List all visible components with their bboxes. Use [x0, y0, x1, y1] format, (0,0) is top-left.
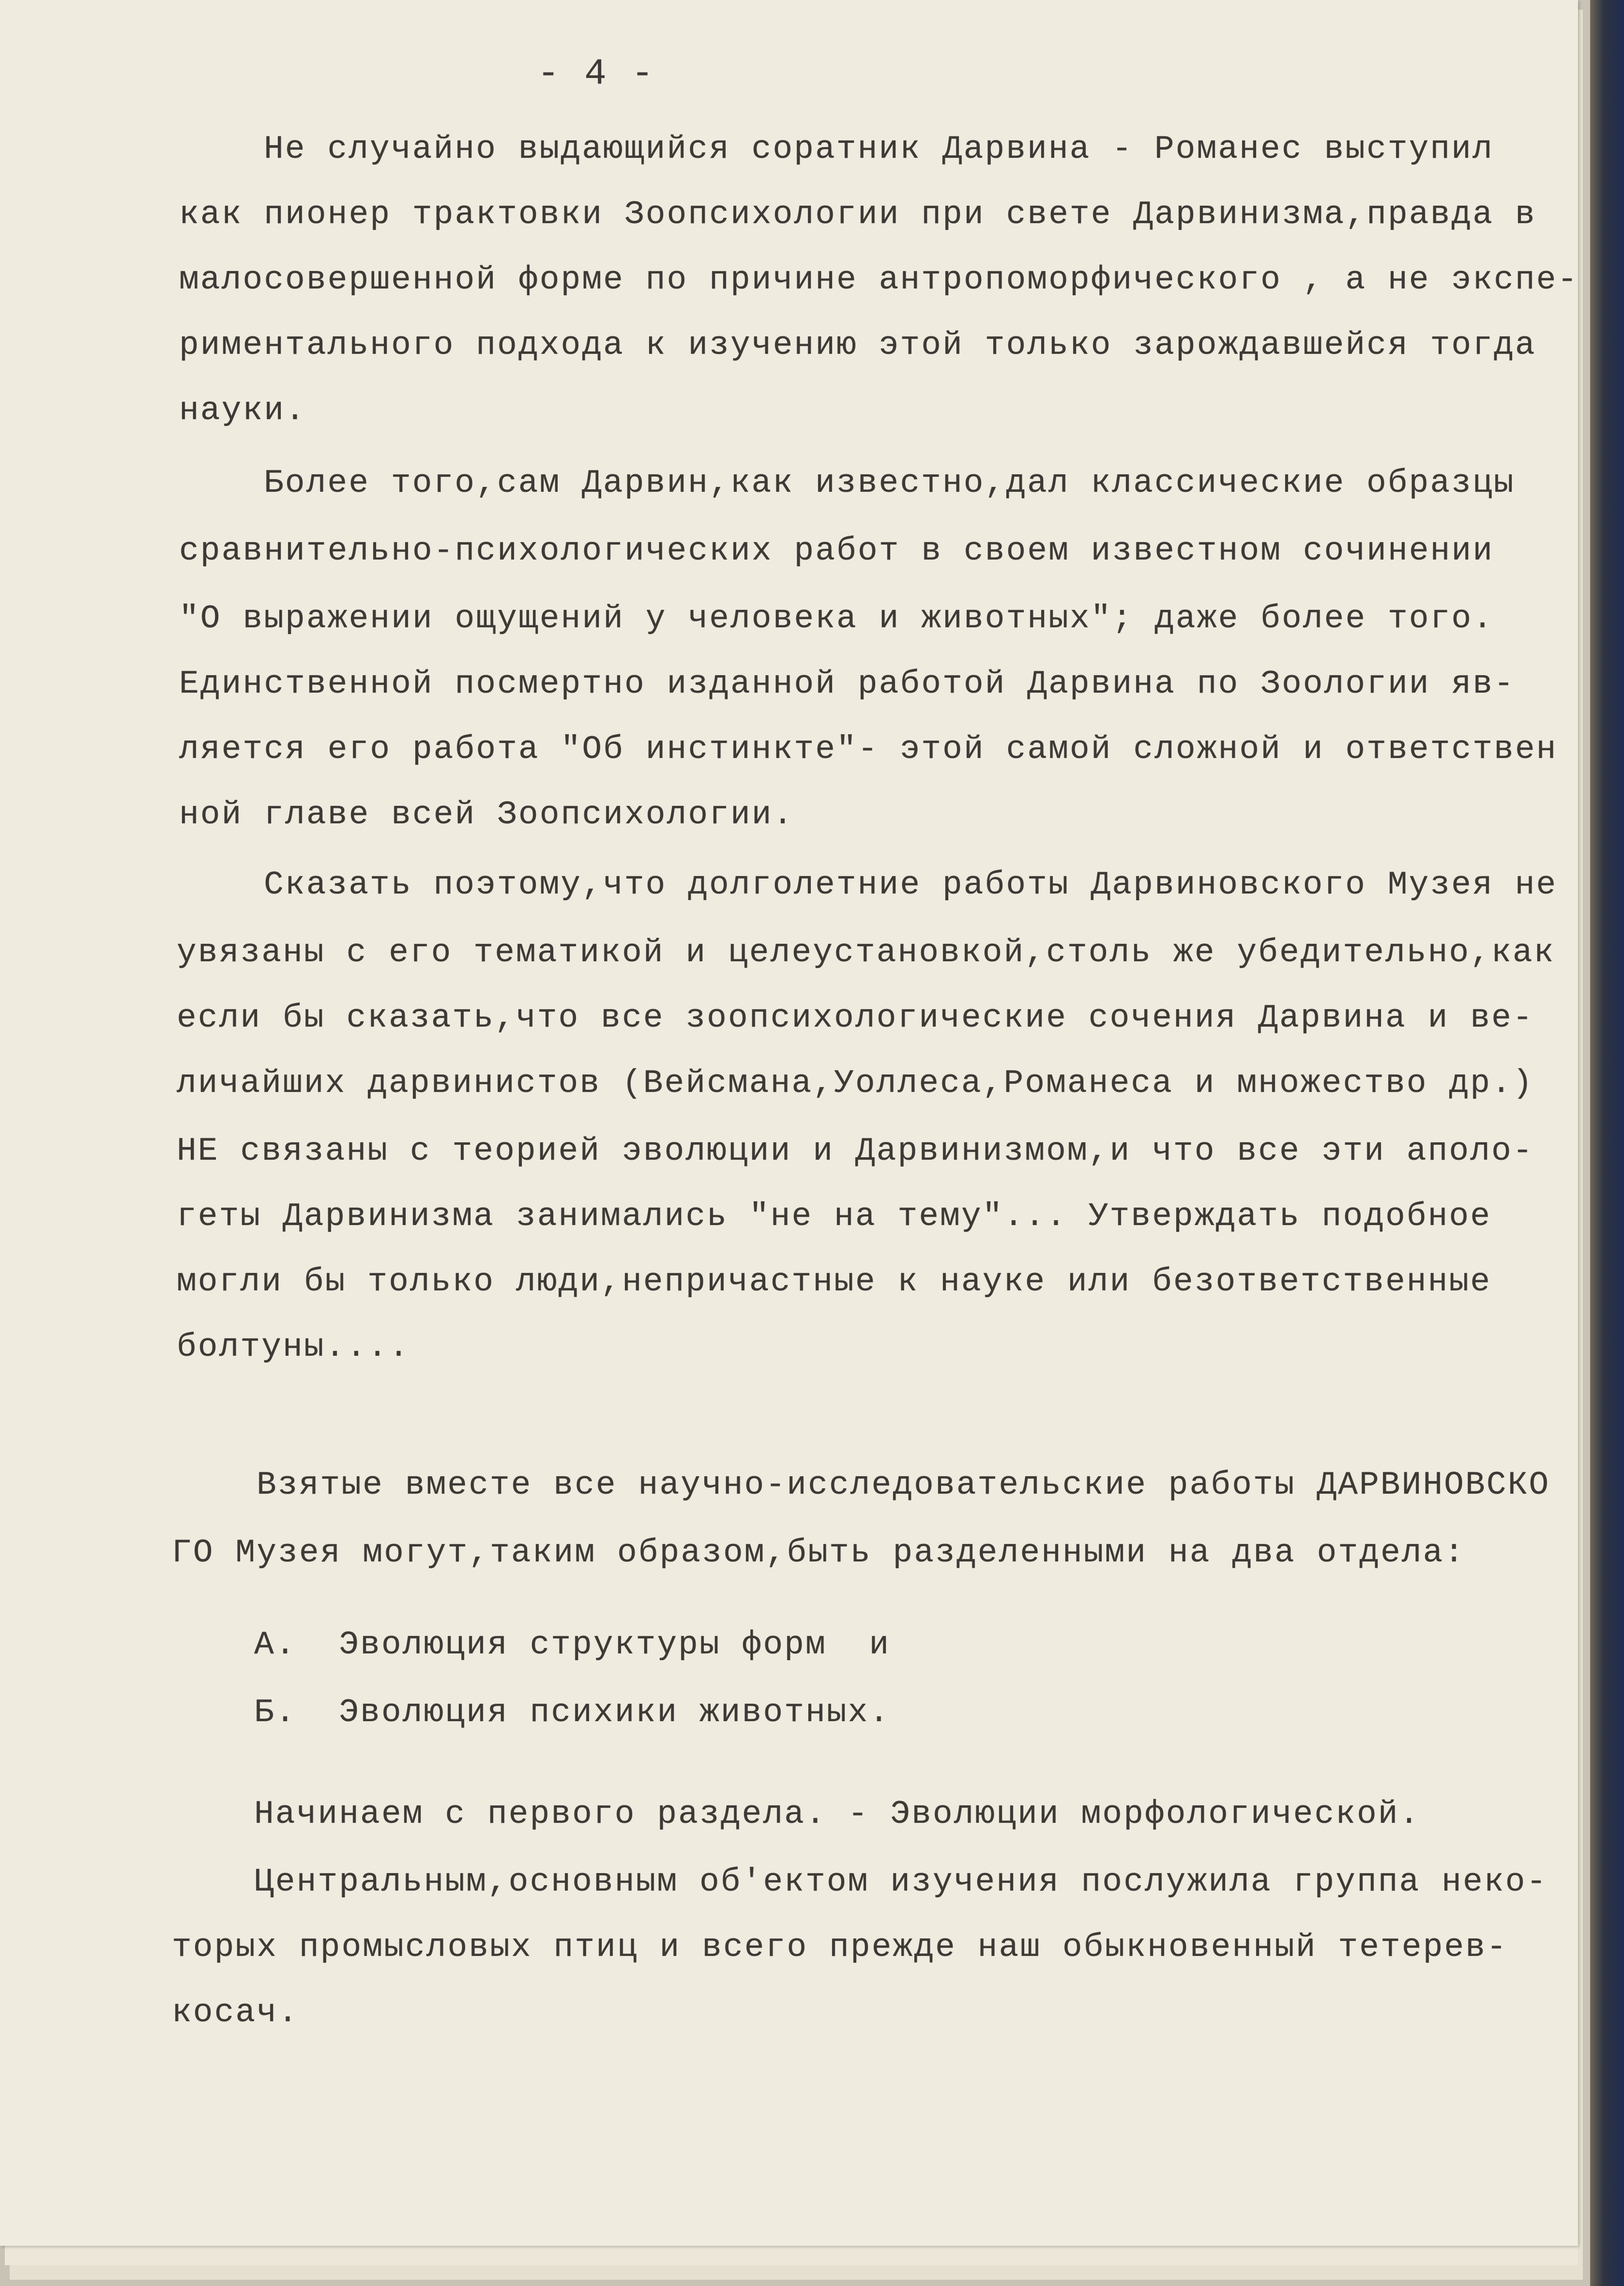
- text-line: ляется его работа "Об инстинкте"- этой самой сложной и ответствен: [179, 731, 1558, 768]
- text-line: как пионер трактовки Зоопсихологии при свете Дарвинизма,правда в: [179, 196, 1536, 233]
- text-line: косач.: [172, 1994, 299, 2031]
- page-number: - 4 -: [537, 53, 655, 95]
- text-line: Сказать поэтому,что долголетние работы Дарвиновского Музея не: [264, 866, 1558, 904]
- list-item: А. Эволюция структуры форм и: [254, 1626, 891, 1664]
- text-line: геты Дарвинизма занимались "не на тему"... Утверждать подобное: [177, 1198, 1492, 1235]
- text-line: если бы сказать,что все зоопсихологические сочения Дарвина и ве-: [177, 999, 1534, 1037]
- text-line: Не случайно выдающийся соратник Дарвина - Романес выступил: [264, 131, 1494, 168]
- text-line: малосовершенной форме по причине антропоморфического , а не экспе-: [179, 261, 1579, 299]
- scanner-background: [1590, 0, 1624, 2286]
- list-item: Б. Эволюция психики животных.: [254, 1694, 891, 1731]
- text-line: увязаны с его тематикой и целеустановкой,столь же убедительно,как: [177, 934, 1555, 971]
- text-line: торых промысловых птиц и всего прежде наш обыкновенный тетерев-: [172, 1929, 1508, 1966]
- text-line: ной главе всей Зоопсихологии.: [179, 796, 794, 833]
- text-line: болтуны....: [177, 1329, 410, 1366]
- text-line: "О выражении ощущений у человека и животных"; даже более того.: [179, 600, 1494, 637]
- text-line: Более того,сам Дарвин,как известно,дал классические образцы: [264, 465, 1515, 502]
- text-line: НЕ связаны с теорией эволюции и Дарвинизмом,и что все эти аполо-: [177, 1133, 1534, 1170]
- text-line: ГО Музея могут,таким образом,быть разделенными на два отдела:: [172, 1534, 1466, 1572]
- text-line: науки.: [179, 392, 306, 429]
- text-line: личайших дарвинистов (Вейсмана,Уоллеса,Романеса и множество др.): [177, 1065, 1534, 1102]
- text-line: могли бы только люди,непричастные к науке или безответственные: [177, 1263, 1492, 1301]
- text-line: Единственной посмертно изданной работой Дарвина по Зоологии яв-: [179, 666, 1515, 703]
- text-line: Взятые вместе все научно-исследовательские работы ДАРВИНОВСКО: [257, 1467, 1550, 1504]
- text-line: риментального подхода к изучению этой только зарождавшейся тогда: [179, 327, 1536, 364]
- text-line: Начинаем с первого раздела. - Эволюции морфологической.: [254, 1796, 1421, 1833]
- text-line: сравнительно-психологических работ в своем известном сочинении: [179, 532, 1494, 570]
- text-line: Центральным,основным об'ектом изучения послужила группа неко-: [254, 1863, 1548, 1901]
